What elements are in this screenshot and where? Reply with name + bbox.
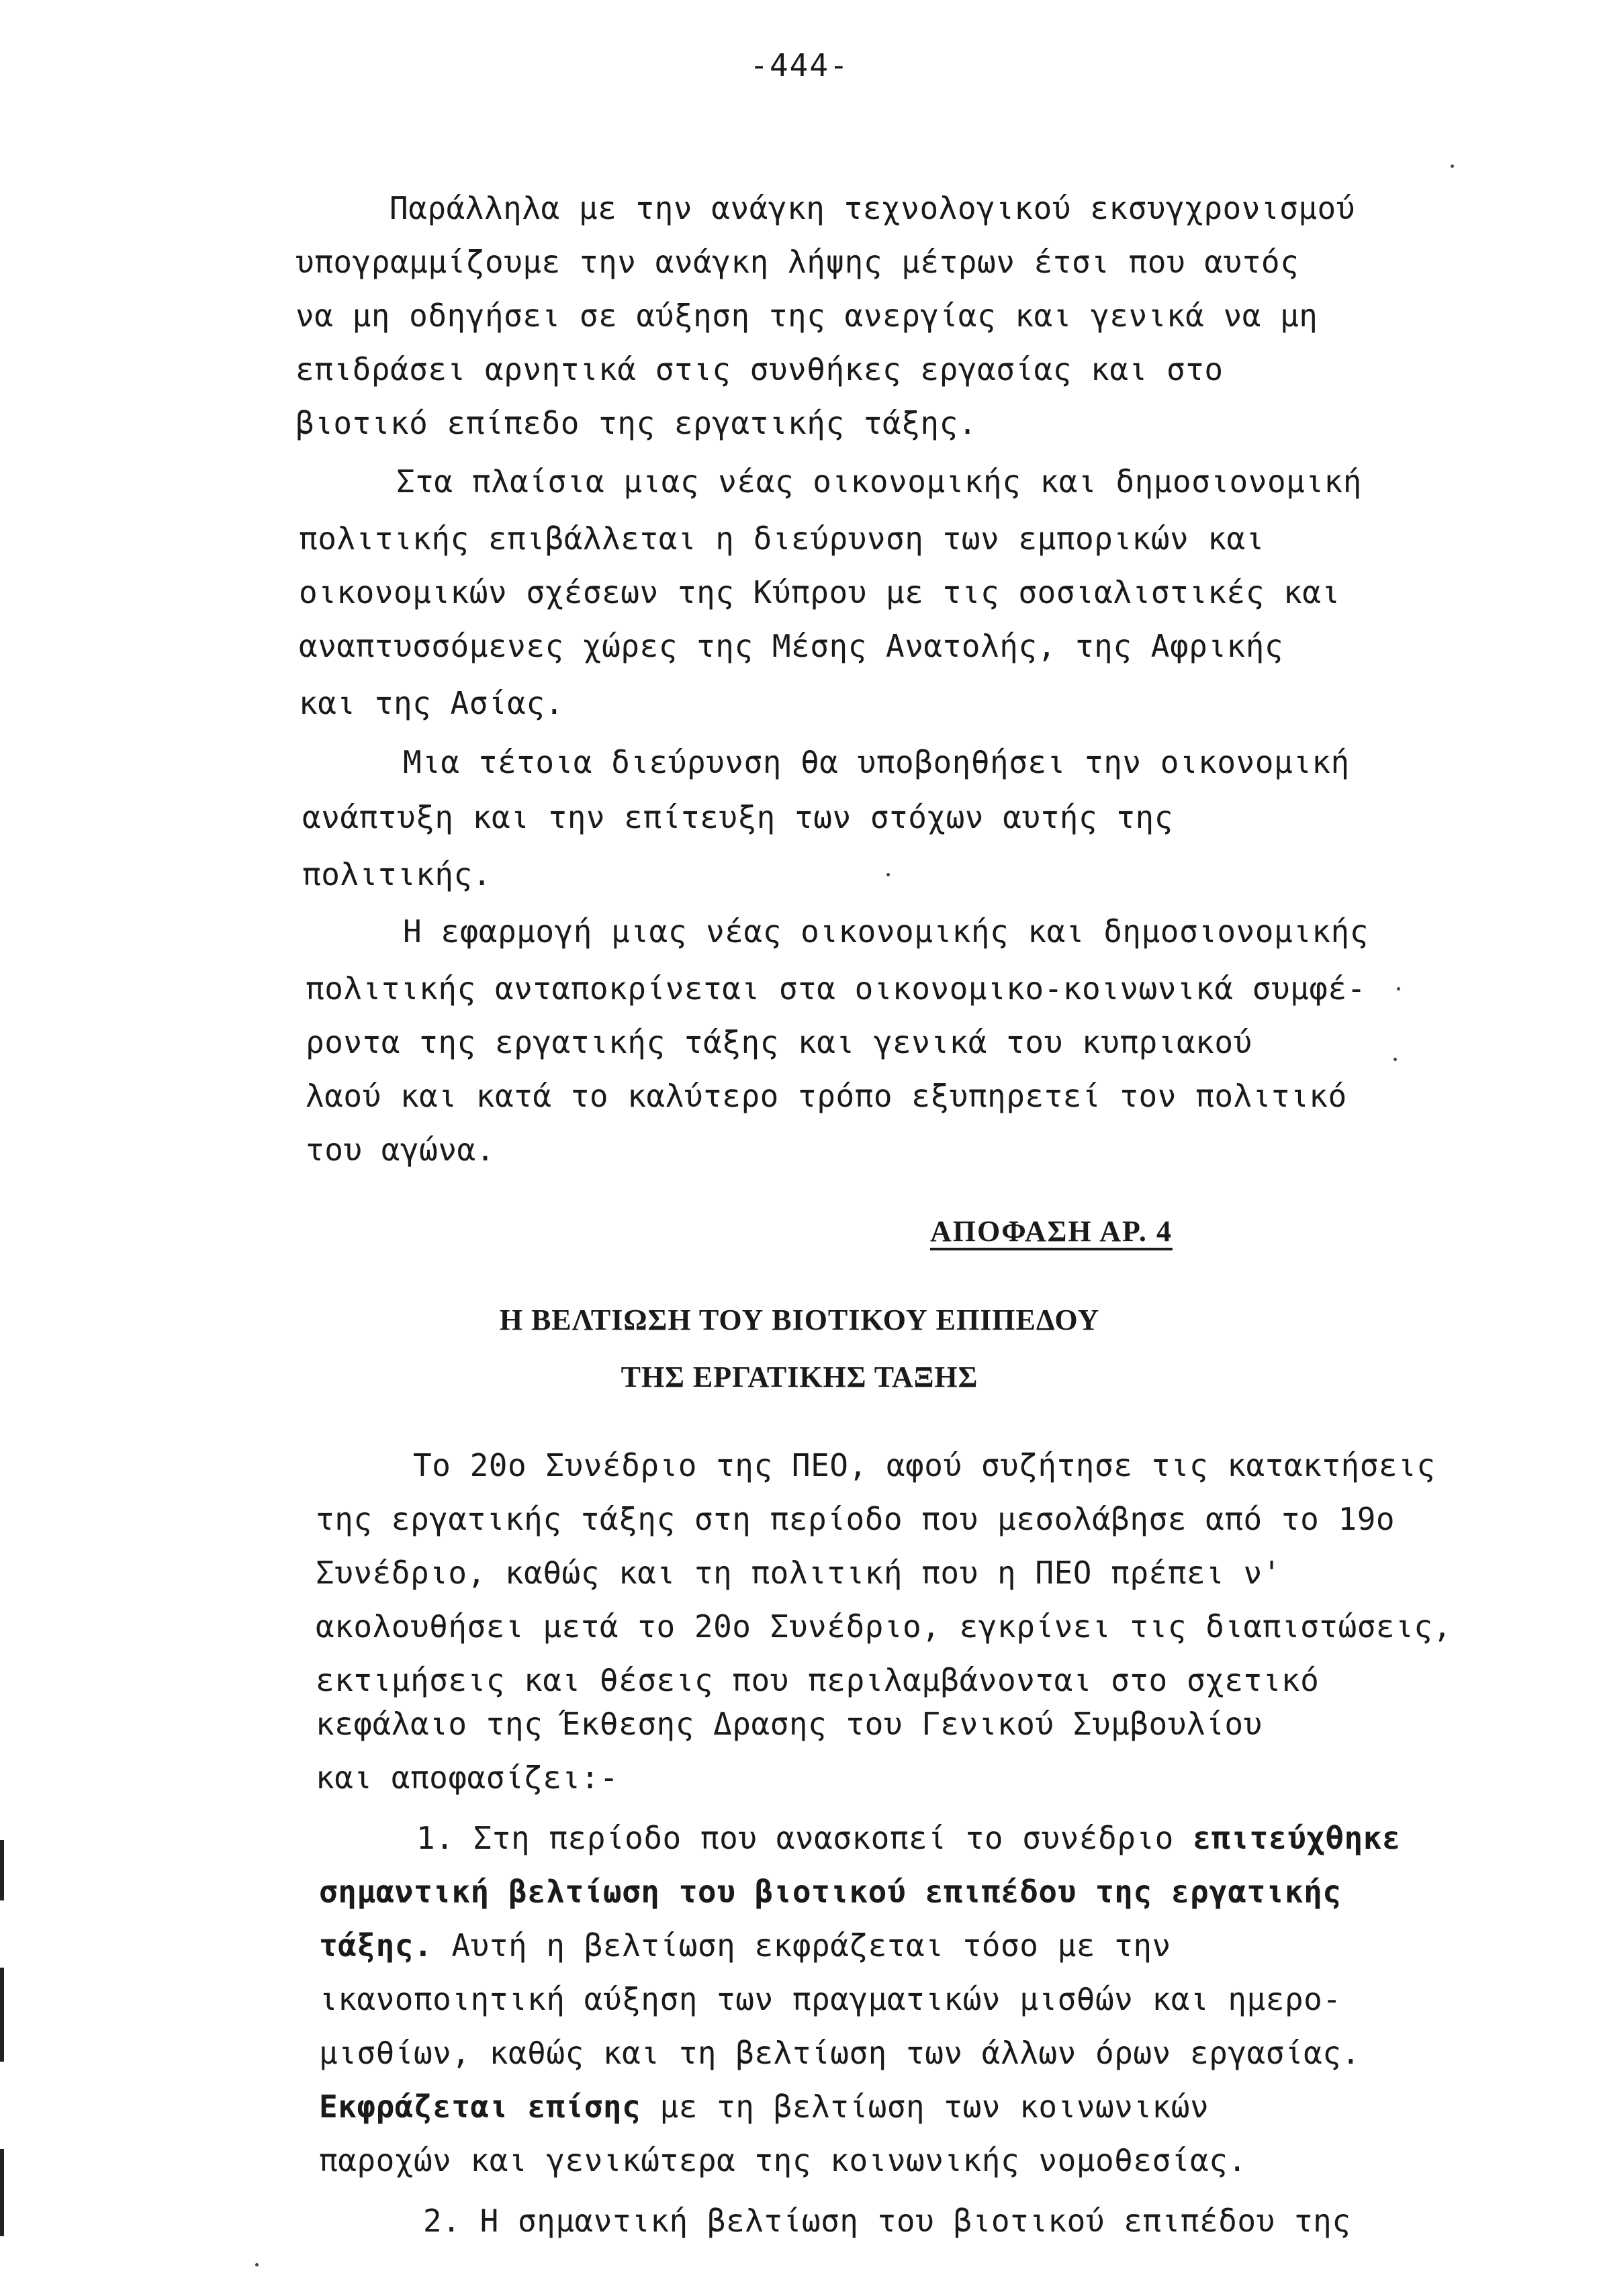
text-segment: 1. Στη περίοδο που ανασκοπεί το συνέδριο — [416, 1820, 1193, 1856]
text-line: πολιτικής επιβάλλεται η διεύρυνση των εμπορικών και — [299, 520, 1265, 557]
text-line: επιδράσει αρνητικά στις συνθήκες εργασίας και στο — [295, 351, 1224, 387]
text-line: Συνέδριο, καθώς και τη πολιτική που η ΠΕΟ πρέπει ν' — [316, 1555, 1281, 1591]
text-line: να μη οδηγήσει σε αύξηση της ανεργίας και γενικά να μη — [295, 297, 1318, 334]
decision-number-heading: ΑΠΟΦΑΣΗ ΑΡ. 4 — [930, 1215, 1173, 1248]
text-line: πολιτικής ανταποκρίνεται στα οικονομικο-κοινωνικά συμφέ- — [306, 970, 1366, 1007]
text-line: εκτιμήσεις και θέσεις που περιλαμβάνονται στο σχετικό — [316, 1662, 1320, 1698]
scan-speck — [1397, 987, 1400, 991]
scan-speck — [1451, 165, 1454, 168]
emphasized-text: επιτεύχθηκε — [1192, 1820, 1402, 1856]
text-line — [319, 1927, 1171, 1964]
text-line: και της Ασίας. — [299, 685, 564, 721]
text-line: πολιτικής. — [302, 856, 492, 892]
scan-edge-mark — [0, 1968, 4, 2062]
text-line: Η εφαρμογή μιας νέας οικονομικής και δημοσιονομικής — [403, 913, 1369, 950]
text-line: αναπτυσσόμενες χώρες της Μέσης Ανατολής, της Αφρικής — [299, 628, 1284, 664]
text-line: παροχών και γενικώτερα της κοινωνικής νομοθεσίας. — [319, 2142, 1247, 2178]
text-line: του αγώνα. — [306, 1132, 495, 1168]
text-segment: με τη βελτίωση των κοινωνικών — [641, 2088, 1209, 2125]
text-line: ανάπτυξη και την επίτευξη των στόχων αυτής της — [302, 799, 1173, 835]
text-line: ικανοποιητική αύξηση των πραγματικών μισθών και ημερο- — [319, 1981, 1342, 2017]
text-line — [416, 1820, 1401, 1856]
scan-speck — [255, 2263, 259, 2266]
emphasized-text: Εκφράζεται επίσης — [319, 2088, 641, 2125]
text-line: Το 20ο Συνέδριο της ΠΕΟ, αφού συζήτησε τις κατακτήσεις — [413, 1447, 1436, 1483]
text-line — [319, 2088, 1209, 2125]
emphasized-text: τάξης. — [319, 1927, 433, 1964]
text-line: βιοτικό επίπεδο της εργατικής τάξης. — [295, 405, 977, 441]
text-line: 2. Η σημαντική βελτίωση του βιοτικού επιπέδου της — [423, 2203, 1351, 2239]
emphasized-text: σημαντική βελτίωση του βιοτικού επιπέδου της εργατικής — [319, 1874, 1342, 1910]
text-line: ροντα της εργατικής τάξης και γενικά του κυπριακού — [306, 1024, 1252, 1060]
text-line: ακολουθήσει μετά το 20ο Συνέδριο, εγκρίνει τις διαπιστώσεις, — [316, 1608, 1452, 1645]
text-line: Παράλληλα με την ανάγκη τεχνολογικού εκσυγχρονισμού — [390, 190, 1355, 226]
text-line: Στα πλαίσια μιας νέας οικονομικής και δημοσιονομική — [396, 463, 1362, 500]
text-line: και αποφασίζει:- — [316, 1759, 619, 1796]
decision-title-line-2: ΤΗΣ ΕΡΓΑΤΙΚΗΣ ΤΑΞΗΣ — [621, 1361, 978, 1393]
page-number: -444- — [749, 47, 850, 83]
scan-edge-mark — [0, 1840, 4, 1900]
text-segment: Αυτή η βελτίωση εκφράζεται τόσο με την — [432, 1927, 1171, 1964]
scan-edge-mark — [0, 2149, 4, 2236]
text-line: μισθίων, καθώς και τη βελτίωση των άλλων όρων εργασίας. — [319, 2035, 1361, 2071]
scan-speck — [1394, 1058, 1397, 1061]
text-line: της εργατικής τάξης στη περίοδο που μεσολάβησε από το 19ο — [316, 1501, 1396, 1537]
decision-title-line-1: Η ΒΕΛΤΙΩΣΗ ΤΟΥ ΒΙΟΤΙΚΟΥ ΕΠΙΠΕΔΟΥ — [499, 1303, 1100, 1336]
text-line: κεφάλαιο της Έκθεσης Δρασης του Γενικού Συμβουλίου — [316, 1706, 1263, 1742]
text-line: υπογραμμίζουμε την ανάγκη λήψης μέτρων έτσι που αυτός — [295, 244, 1299, 280]
scan-speck — [886, 873, 890, 876]
text-line: λαού και κατά το καλύτερο τρόπο εξυπηρετεί τον πολιτικό — [306, 1078, 1347, 1114]
text-line: Μια τέτοια διεύρυνση θα υποβοηθήσει την οικονομική — [403, 744, 1350, 780]
text-line: οικονομικών σχέσεων της Κύπρου με τις σοσιαλιστικές και — [299, 574, 1340, 610]
